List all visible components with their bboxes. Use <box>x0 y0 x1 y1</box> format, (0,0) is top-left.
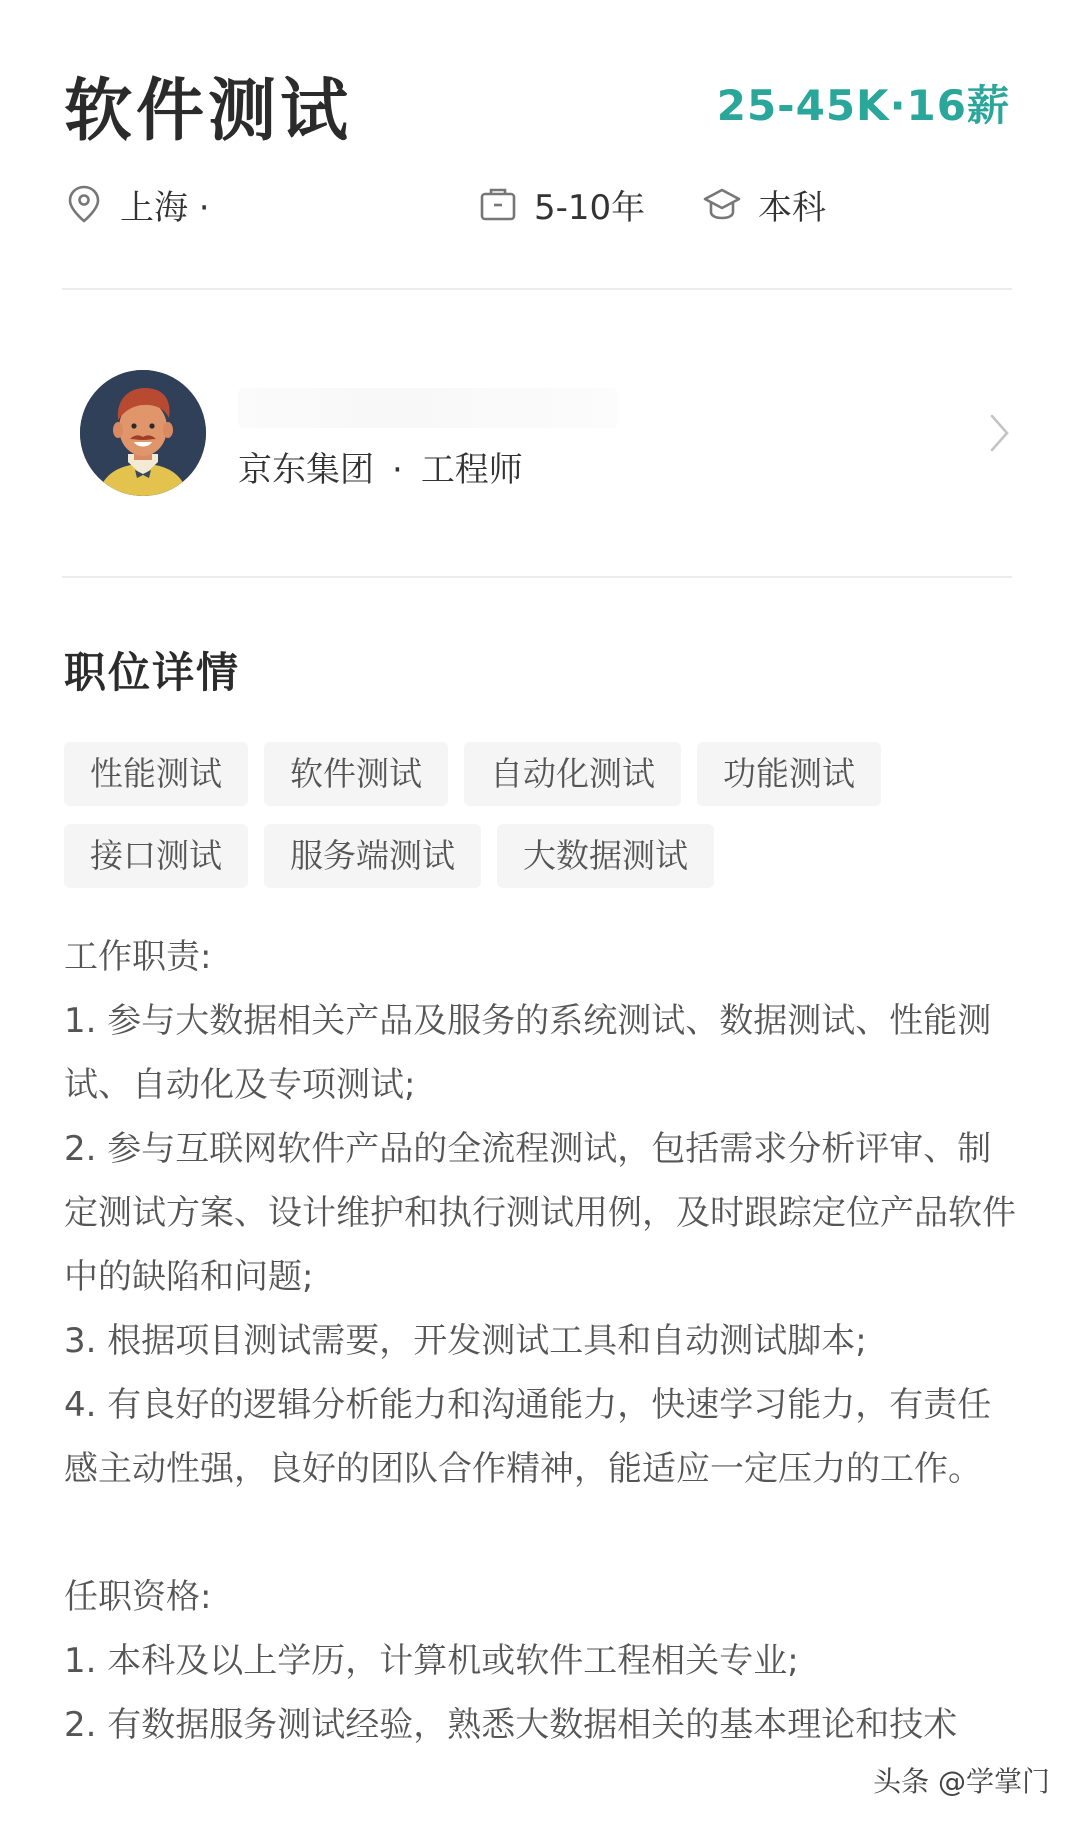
responsibility-item: 2. 参与互联网软件产品的全流程测试，包括需求分析评审、制定测试方案、设计维护和执行测试用例，及时跟踪定位产品软件中的缺陷和问题; <box>64 1129 1016 1297</box>
tag-row <box>64 824 1024 888</box>
qualification-item: 2. 有数据服务测试经验，熟悉大数据相关的基本理论和技术 <box>64 1705 958 1745</box>
salary: 25-45K·16薪 <box>716 81 1010 130</box>
spacer <box>64 1501 1024 1565</box>
watermark: 头条 @学掌门 <box>873 1765 1050 1798</box>
recruiter-role: 工程师 <box>420 450 523 490</box>
responsibilities-heading: 工作职责: <box>64 937 212 977</box>
skill-tag: 性能测试 <box>64 742 248 806</box>
recruiter-card[interactable] <box>0 350 1080 520</box>
meta-location <box>64 178 210 230</box>
briefcase-icon <box>478 184 518 224</box>
qualifications-heading: 任职资格: <box>64 1577 212 1617</box>
section-title-job-details: 职位详情 <box>64 648 241 697</box>
divider <box>62 576 1012 578</box>
job-meta-row <box>0 178 1080 230</box>
divider <box>62 288 1012 290</box>
job-title: 软件测试 <box>64 72 353 151</box>
avatar[interactable] <box>80 370 206 496</box>
recruiter-name-redacted <box>238 388 618 428</box>
qualification-item: 1. 本科及以上学历，计算机或软件工程相关专业; <box>64 1641 799 1681</box>
skill-tag: 软件测试 <box>264 742 448 806</box>
meta-experience <box>478 178 645 230</box>
skill-tag: 接口测试 <box>64 824 248 888</box>
skill-tag: 功能测试 <box>697 742 881 806</box>
skill-tags <box>64 742 1024 906</box>
company-name: 京东集团 <box>238 450 374 490</box>
responsibility-item: 4. 有良好的逻辑分析能力和沟通能力，快速学习能力，有责任感主动性强，良好的团队合作精神，能适应一定压力的工作。 <box>64 1385 992 1489</box>
responsibility-item: 3. 根据项目测试需要，开发测试工具和自动测试脚本; <box>64 1321 867 1361</box>
skill-tag: 自动化测试 <box>464 742 681 806</box>
experience-label: 5-10年 <box>534 187 646 228</box>
recruiter-company-role <box>238 448 523 492</box>
location-pin-icon <box>64 184 104 224</box>
tag-row <box>64 742 1024 806</box>
skill-tag: 大数据测试 <box>497 824 714 888</box>
location-label: 上海 · <box>120 187 210 228</box>
skill-tag: 服务端测试 <box>264 824 481 888</box>
meta-education <box>702 178 826 230</box>
responsibility-item: 1. 参与大数据相关产品及服务的系统测试、数据测试、性能测试、自动化及专项测试; <box>64 1001 992 1105</box>
chevron-right-icon[interactable] <box>984 410 1014 456</box>
job-description <box>64 925 1024 1757</box>
separator: · <box>392 450 403 490</box>
education-label: 本科 <box>758 187 826 228</box>
graduation-cap-icon <box>702 184 742 224</box>
